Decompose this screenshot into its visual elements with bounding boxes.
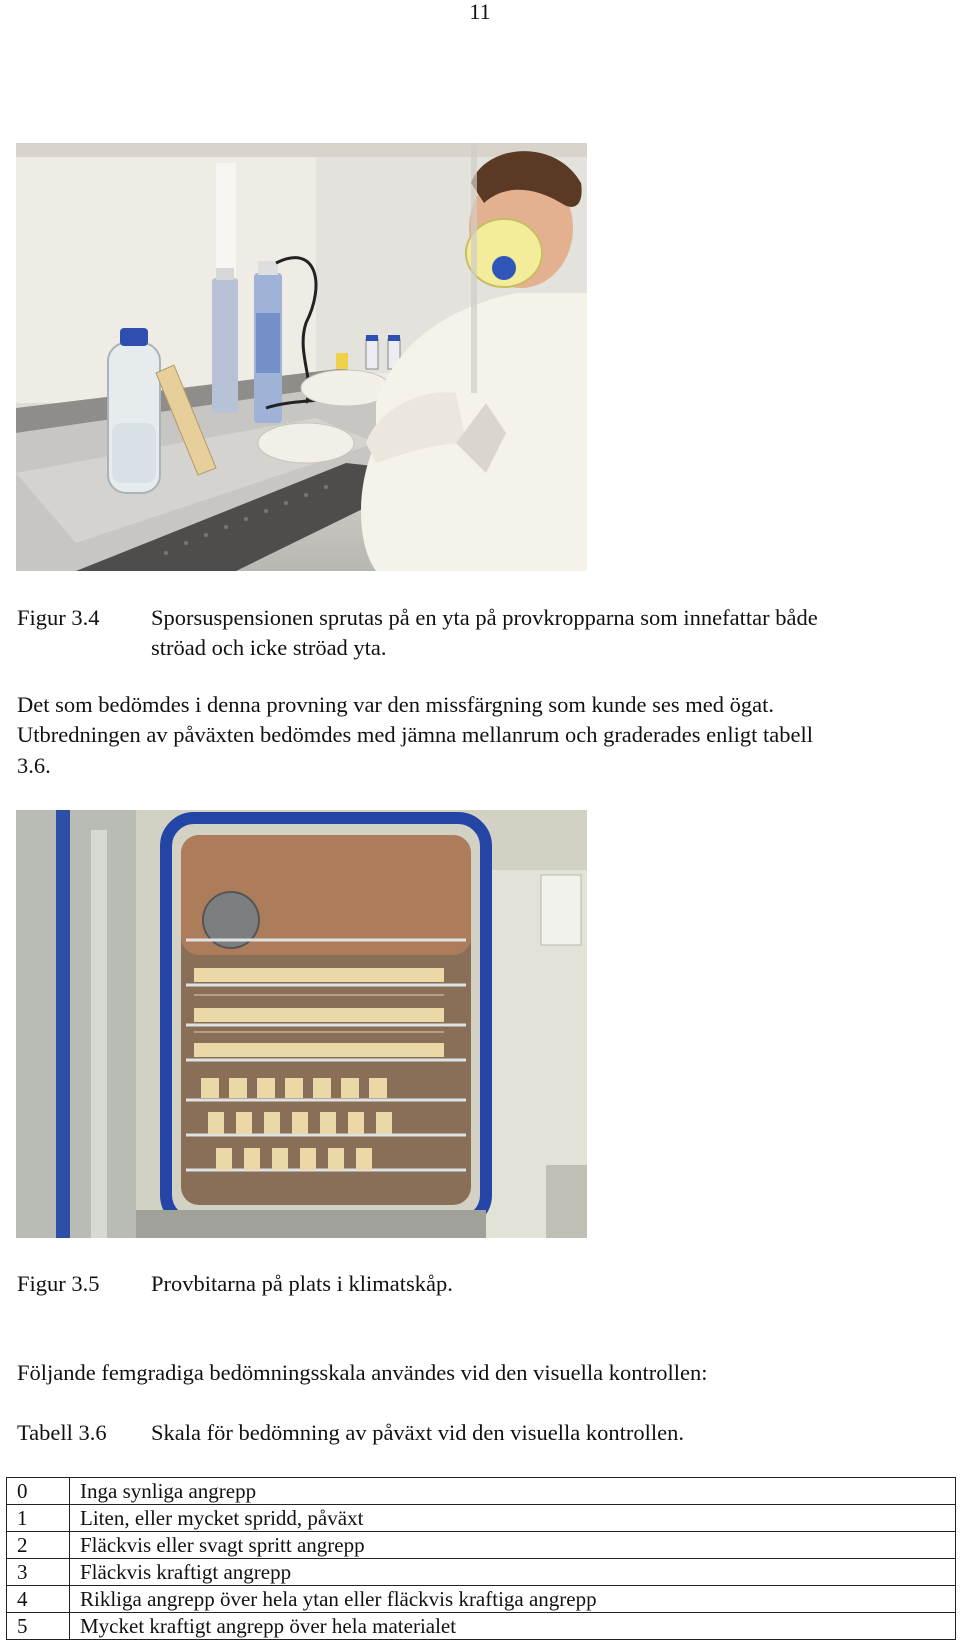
description-cell: Liten, eller mycket spridd, påväxt xyxy=(70,1505,956,1532)
description-cell: Rikliga angrepp över hela ytan eller fläckvis kraftiga angrepp xyxy=(70,1586,956,1613)
grade-cell: 5 xyxy=(7,1613,70,1640)
grade-cell: 2 xyxy=(7,1532,70,1559)
description-cell: Inga synliga angrepp xyxy=(70,1478,956,1505)
description-cell: Fläckvis eller svagt spritt angrepp xyxy=(70,1532,956,1559)
table-row xyxy=(7,1478,956,1505)
figure-3-4-caption-line-2: ströad och icke ströad yta. xyxy=(151,635,387,660)
assessment-scale-table xyxy=(6,1477,956,1640)
paragraph-1-line-1: Det som bedömdes i denna provning var den missfärgning som kunde ses med ögat. xyxy=(17,692,774,717)
table-row xyxy=(7,1613,956,1640)
table-row xyxy=(7,1559,956,1586)
table-row xyxy=(7,1532,956,1559)
table-3-6-caption: Skala för bedömning av påväxt vid den visuella kontrollen. xyxy=(151,1420,685,1445)
figure-3-4-label: Figur 3.4 xyxy=(17,605,100,630)
figure-3-5-label: Figur 3.5 xyxy=(17,1271,100,1296)
figure-3-4-caption-line-1: Sporsuspensionen sprutas på en yta på provkropparna som innefattar både xyxy=(151,605,818,630)
description-cell: Mycket kraftigt angrepp över hela materialet xyxy=(70,1613,956,1640)
table-row xyxy=(7,1505,956,1532)
figure-3-5-caption: Provbitarna på plats i klimatskåp. xyxy=(151,1271,453,1296)
table-row xyxy=(7,1586,956,1613)
description-cell: Fläckvis kraftigt angrepp xyxy=(70,1559,956,1586)
grade-cell: 0 xyxy=(7,1478,70,1505)
grade-cell: 3 xyxy=(7,1559,70,1586)
table-3-6-label: Tabell 3.6 xyxy=(17,1420,107,1445)
paragraph-1-line-3: 3.6. xyxy=(17,753,51,778)
paragraph-2: Följande femgradiga bedömningsskala användes vid den visuella kontrollen: xyxy=(17,1360,708,1385)
lab-spraying-illustration xyxy=(16,143,587,571)
grade-cell: 4 xyxy=(7,1586,70,1613)
climate-cabinet-photo xyxy=(16,810,587,1238)
grade-cell: 1 xyxy=(7,1505,70,1532)
paragraph-1-line-2: Utbredningen av påväxten bedömdes med jämna mellanrum och graderades enligt tabell xyxy=(17,722,813,747)
climate-cabinet-illustration xyxy=(16,810,587,1238)
lab-spraying-photo xyxy=(16,143,587,571)
page-number: 11 xyxy=(469,0,491,24)
